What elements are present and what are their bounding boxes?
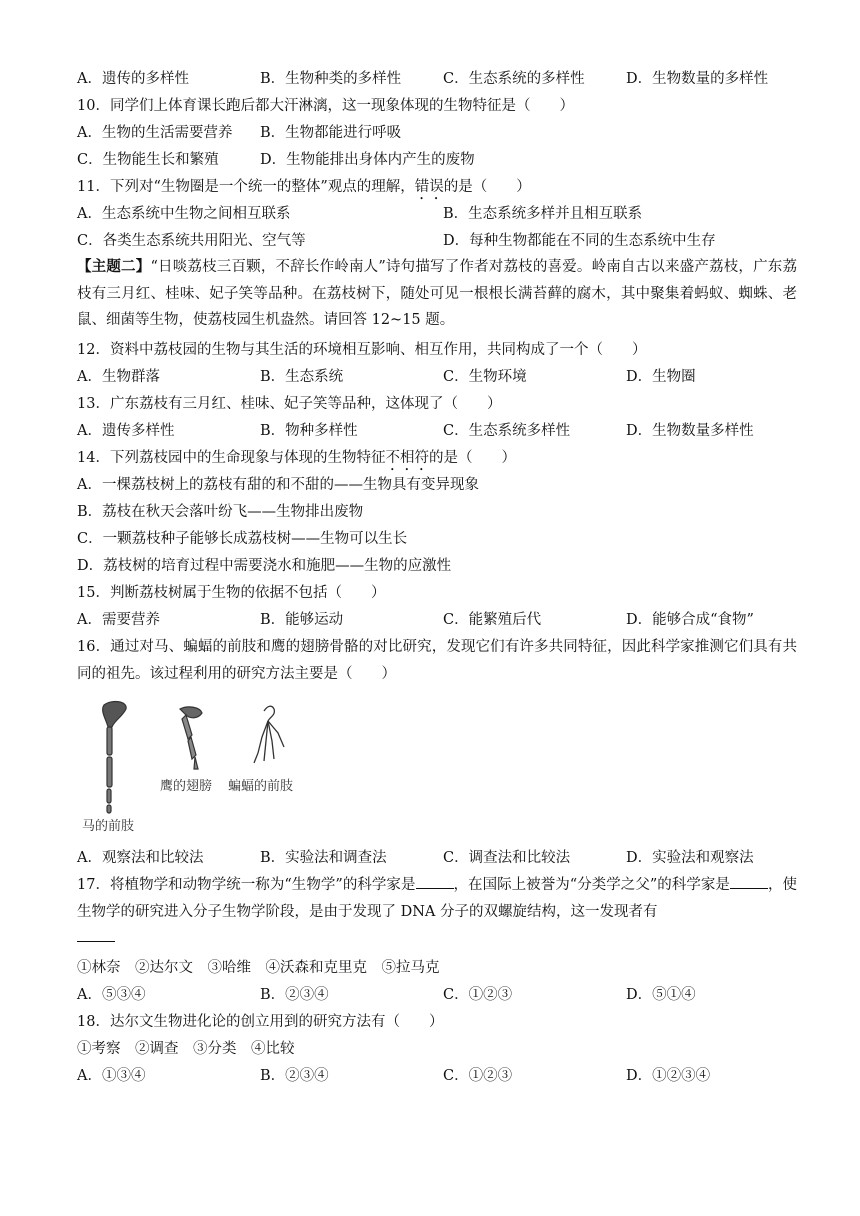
q13-option-b: B．物种多样性 [260,423,358,439]
q14-option-c: C．一颗荔枝种子能够长成荔枝树——生物可以生长 [77,531,408,547]
q17-option-d: D．⑤①④ [626,987,696,1003]
q17-choices: ①林奈 ②达尔文 ③哈维 ④沃森和克里克 ⑤拉马克 [77,960,440,976]
q17-option-c: C．①②③ [443,987,513,1003]
q14-emphasis: 不相符 [385,450,429,466]
q12-option-d: D．生物圈 [626,369,696,385]
q14-option-d: D．荔枝树的培育过程中需要浇水和施肥——生物的应激性 [77,558,452,574]
q10-option-d: D．生物能排出身体内产生的废物 [260,152,475,168]
q16-stem: 16．通过对马、蝙蝠的前肢和鹰的翅膀骨骼的对比研究，发现它们有许多共同特征，因此科学家推测它们具有共同的祖先。该过程利用的研究方法主要是（ ） [77,639,797,682]
q17-blank-2 [730,874,768,889]
limb-comparison-figure [78,697,318,837]
q15-option-a: A．需要营养 [77,612,160,628]
q17-stem-3: ，使生物学的研究进入分子生物学阶段，是由于发现了 DNA 分子的双螺旋结构，这一发现者有 [77,877,798,920]
q17-stem [77,872,797,952]
q9-option-d: D．生物数量的多样性 [626,71,769,87]
limb-bones-illustration [78,697,318,837]
q9-option-b: B．生物种类的多样性 [260,71,402,87]
q14-stem-pre: 14．下列荔枝园中的生命现象与体现的生物特征 [77,450,386,466]
q14-stem-post: 的是（ ） [428,450,516,466]
q9-option-a: A．遗传的多样性 [77,71,189,87]
q16-option-a: A．观察法和比较法 [77,850,204,866]
q18-option-d: D．①②③④ [626,1068,711,1084]
q10-option-b: B．生物都能进行呼吸 [260,125,402,141]
bat-forelimb-drawing [254,706,284,763]
q11-emphasis: 错误 [414,179,444,195]
q11-option-c: C．各类生态系统共用阳光、空气等 [77,233,306,249]
q13-option-d: D．生物数量多样性 [626,423,754,439]
theme2-paragraph [77,254,797,334]
q16-option-d: D．实验法和观察法 [626,850,754,866]
theme2-label: 【主题二】 [77,258,151,275]
q14-option-b: B．荔枝在秋天会落叶纷飞——生物排出废物 [77,504,364,520]
q18-option-b: B．②③④ [260,1068,329,1084]
q18-option-c: C．①②③ [443,1068,513,1084]
q11-option-a: A．生态系统中生物之间相互联系 [77,206,291,222]
q17-stem-1: 17．将植物学和动物学统一称为“生物学”的科学家是 [77,877,416,893]
q18-choices: ①考察 ②调查 ③分类 ④比较 [77,1041,295,1057]
q17-option-a: A．⑤③④ [77,987,146,1003]
q17-blank-3 [77,927,115,942]
q11-stem [77,177,531,203]
q12-stem: 12．资料中荔枝园的生物与其生活的环境相互影响、相互作用，共同构成了一个（ ） [77,342,647,358]
theme2-text: “日啖荔枝三百颗，不辞长作岭南人”诗句描写了作者对荔枝的喜爱。岭南自古以来盛产荔枝，广东荔枝有三月红、桂味、妃子笑等品种。在荔枝树下，随处可见一根根长满苔藓的腐木，其中聚集着蚂蚁、蜘蛛、老鼠、细菌等生物，使荔枝园生机盎然。请回答 12~15 题。 [77,259,797,328]
q16-option-b: B．实验法和调查法 [260,850,387,866]
q13-stem: 13．广东荔枝有三月红、桂味、妃子笑等品种，这体现了（ ） [77,396,502,412]
q12-option-b: B．生态系统 [260,369,344,385]
horse-forelimb-drawing [103,702,127,813]
q9-option-c: C．生态系统的多样性 [443,71,585,87]
q16-option-c: C．调查法和比较法 [443,850,571,866]
q14-option-a: A．一棵荔枝树上的荔枝有甜的和不甜的——生物具有变异现象 [77,477,479,493]
q17-blank-1 [416,874,454,889]
fig-label-eagle: 鹰的翅膀 [160,779,213,794]
q10-option-a: A．生物的生活需要营养 [77,125,233,141]
q17-stem-2: ，在国际上被誉为“分类学之父”的科学家是 [453,877,730,893]
q13-option-c: C．生态系统多样性 [443,423,571,439]
fig-label-horse: 马的前肢 [82,819,135,834]
q17-option-b: B．②③④ [260,987,329,1003]
q11-option-d: D．每种生物都能在不同的生态系统中生存 [443,233,716,249]
q15-stem: 15．判断荔枝树属于生物的依据不包括（ ） [77,585,386,601]
q12-option-c: C．生物环境 [443,369,527,385]
fig-label-bat: 蝙蝠的前肢 [228,779,294,794]
q14-stem [77,448,516,474]
q10-option-c: C．生物能生长和繁殖 [77,152,219,168]
q10-stem: 10．同学们上体育课长跑后都大汗淋漓，这一现象体现的生物特征是（ ） [77,98,574,114]
q12-option-a: A．生物群落 [77,369,160,385]
q15-option-b: B．能够运动 [260,612,344,628]
q13-option-a: A．遗传多样性 [77,423,175,439]
q18-option-a: A．①③④ [77,1068,146,1084]
q15-option-c: C．能繁殖后代 [443,612,542,628]
eagle-wing-drawing [180,707,202,769]
q18-stem: 18．达尔文生物进化论的创立用到的研究方法有（ ） [77,1014,444,1030]
q15-option-d: D．能够合成“食物” [626,612,754,628]
q11-option-b: B．生态系统多样并且相互联系 [443,206,643,222]
q11-stem-pre: 11．下列对“生物圈是一个统一的整体”观点的理解， [77,179,415,195]
q11-stem-post: 的是（ ） [443,179,531,195]
